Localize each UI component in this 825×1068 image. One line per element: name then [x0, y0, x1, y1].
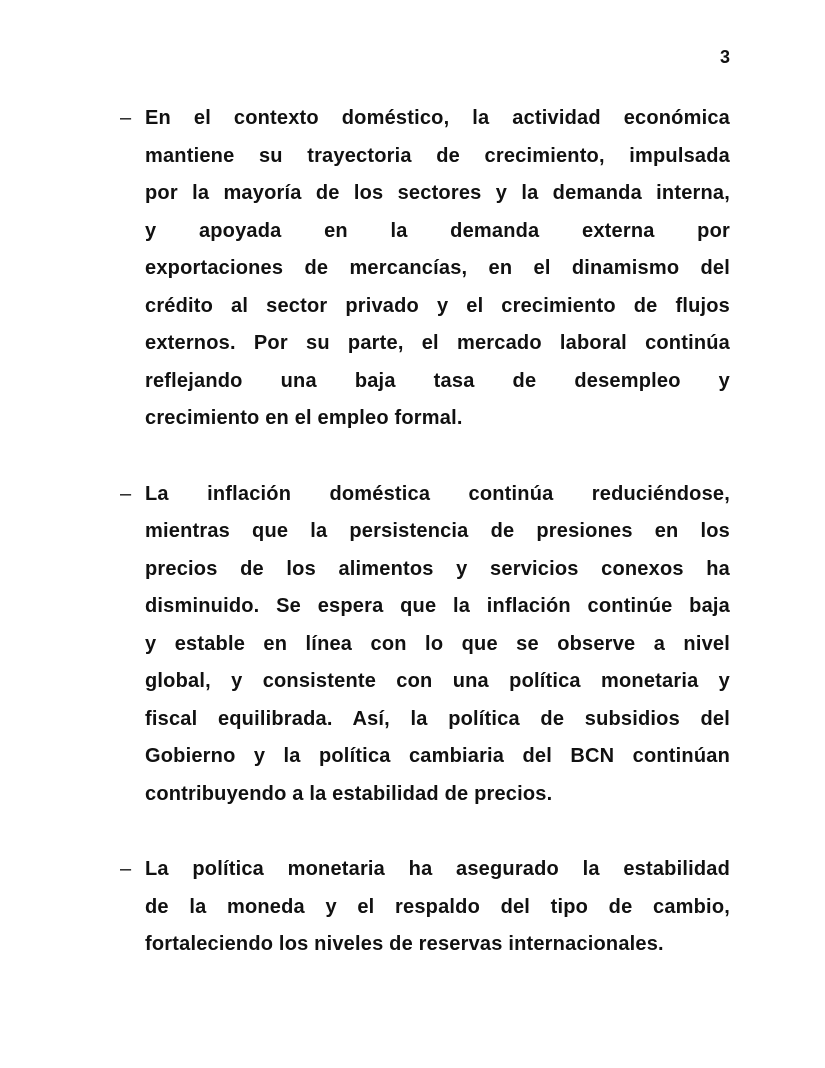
- text-line: disminuido. Se espera que la inflación continúe baja: [145, 595, 730, 617]
- paragraph: [145, 476, 730, 814]
- paragraph: [145, 100, 730, 438]
- bullet-item: [120, 851, 730, 964]
- bullet-list: [120, 100, 730, 964]
- bullet-dash-icon: –: [120, 107, 132, 129]
- text-line: de la moneda y el respaldo del tipo de cambio,: [145, 895, 730, 918]
- text-line: La inflación doméstica continúa reduciéndose,: [145, 482, 730, 505]
- text-line: precios de los alimentos y servicios conexos ha: [145, 557, 730, 580]
- bullet-dash-icon: –: [120, 482, 132, 505]
- text-line: fortaleciendo los niveles de reservas internacionales.: [145, 933, 664, 955]
- bullet-dash-icon: –: [120, 858, 132, 880]
- text-line: En el contexto doméstico, la actividad económica: [145, 107, 730, 129]
- text-line: reflejando una baja tasa de desempleo y: [145, 369, 730, 392]
- text-line: exportaciones de mercancías, en el dinamismo del: [145, 257, 730, 279]
- text-line: mantiene su trayectoria de crecimiento, impulsada: [145, 144, 730, 167]
- page-number: 3: [719, 47, 730, 67]
- bullet-item: [120, 476, 730, 814]
- text-line: mientras que la persistencia de presiones en los: [145, 520, 730, 542]
- text-line: por la mayoría de los sectores y la demanda interna,: [145, 182, 730, 204]
- text-line: global, y consistente con una política monetaria y: [145, 670, 730, 692]
- text-line: Gobierno y la política cambiaria del BCN continúan: [145, 745, 730, 767]
- text-line: y estable en línea con lo que se observe a nivel: [145, 632, 730, 655]
- text-line: crédito al sector privado y el crecimiento de flujos: [145, 294, 730, 317]
- text-line: contribuyendo a la estabilidad de precios.: [145, 782, 553, 805]
- paragraph: [145, 851, 730, 964]
- bullet-item: [120, 100, 730, 438]
- text-line: fiscal equilibrada. Así, la política de subsidios del: [145, 707, 730, 730]
- text-line: La política monetaria ha asegurado la estabilidad: [145, 858, 730, 880]
- text-line: crecimiento en el empleo formal.: [145, 407, 463, 429]
- text-line: externos. Por su parte, el mercado laboral continúa: [145, 332, 730, 354]
- text-line: y apoyada en la demanda externa por: [145, 219, 730, 242]
